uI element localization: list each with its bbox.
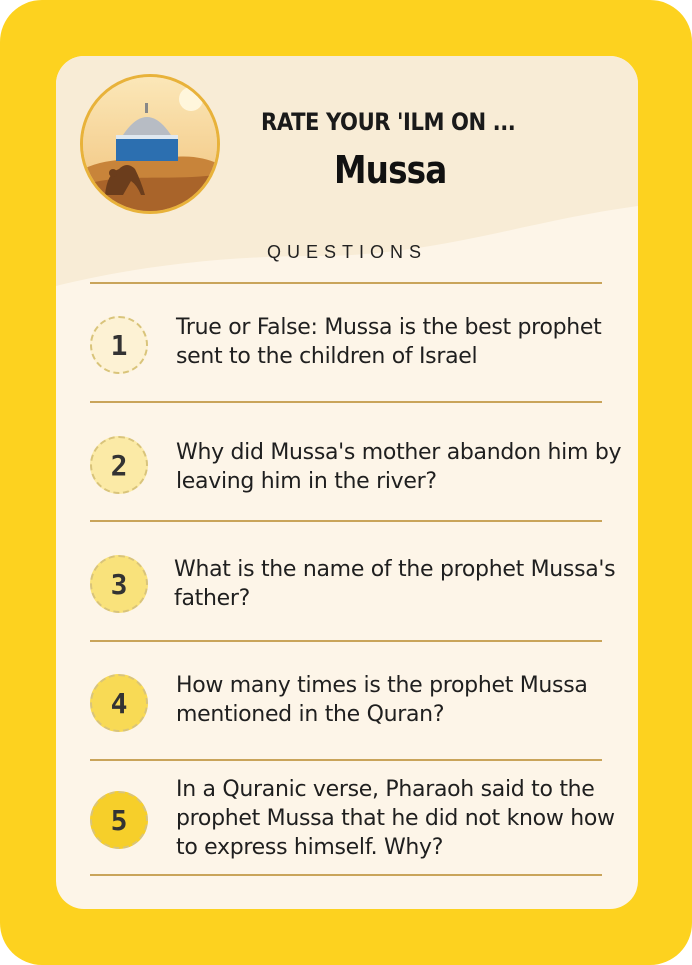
question-number-badge: 5	[90, 791, 148, 849]
question-card	[56, 56, 638, 909]
question-text: Why did Mussa's mother abandon him by leaving him in the river?	[176, 440, 622, 494]
page-title: Mussa	[334, 148, 447, 192]
question-text: In a Quranic verse, Pharaoh said to the prophet Mussa that he did not know how to express himself. Why?	[176, 777, 615, 860]
divider	[90, 520, 602, 522]
pre-title: RATE YOUR 'ILM ON ...	[261, 108, 516, 136]
section-label: QUESTIONS	[266, 242, 427, 262]
question-text: What is the name of the prophet Mussa's father?	[174, 557, 616, 611]
question-number-badge: 3	[90, 555, 148, 613]
dome-and-camel-icon	[80, 74, 220, 214]
divider	[90, 640, 602, 642]
question-number-badge: 2	[90, 436, 148, 494]
question-number-badge: 1	[90, 316, 148, 374]
divider	[90, 401, 602, 403]
divider	[90, 759, 602, 761]
divider	[90, 874, 602, 876]
question-text: How many times is the prophet Mussa mentioned in the Quran?	[176, 673, 588, 727]
question-number-badge: 4	[90, 674, 148, 732]
question-text: True or False: Mussa is the best prophet sent to the children of Israel	[176, 315, 602, 369]
divider	[90, 282, 602, 284]
